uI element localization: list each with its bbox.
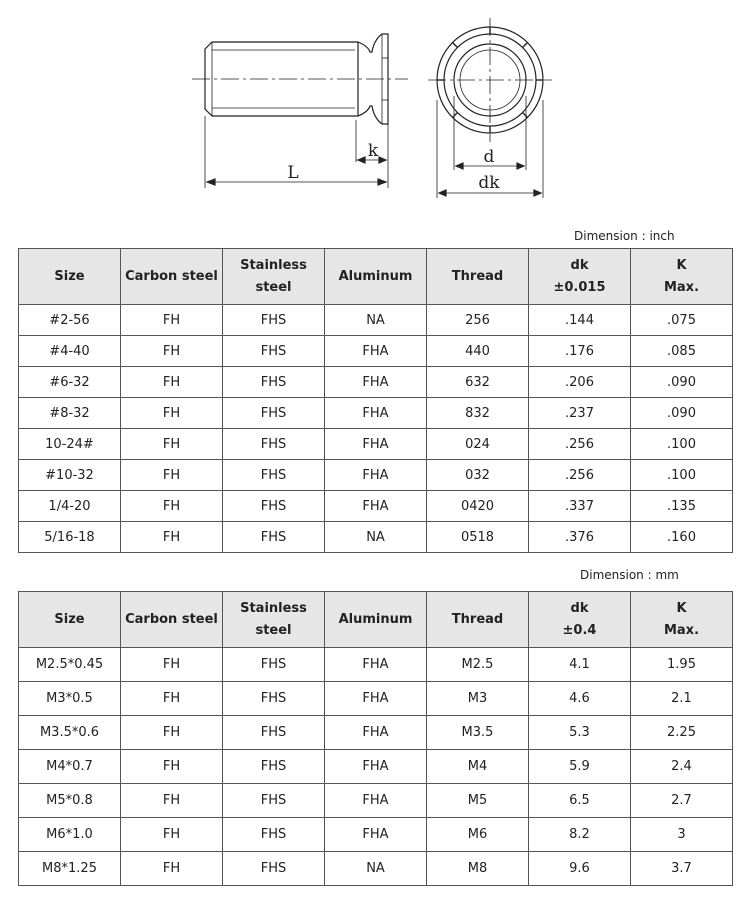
cell-thread: 256 <box>427 305 529 336</box>
cell-k-max: 1.95 <box>631 648 733 682</box>
cell-k-max: .135 <box>631 491 733 522</box>
cell-size: #6-32 <box>19 367 121 398</box>
cell-dk: .144 <box>529 305 631 336</box>
cell-thread: M6 <box>427 818 529 852</box>
cell-carbon-steel: FH <box>121 491 223 522</box>
cell-stainless-steel: FHS <box>223 367 325 398</box>
table-row <box>19 648 733 682</box>
cell-k-max: .100 <box>631 429 733 460</box>
cell-aluminum: FHA <box>325 784 427 818</box>
cell-aluminum: FHA <box>325 818 427 852</box>
table-row <box>19 305 733 336</box>
table-header-row <box>19 592 733 648</box>
cell-thread: M5 <box>427 784 529 818</box>
stud-side-view <box>192 34 408 124</box>
cell-carbon-steel: FH <box>121 716 223 750</box>
cell-k-max: 3.7 <box>631 852 733 886</box>
table-row <box>19 398 733 429</box>
cell-dk: .237 <box>529 398 631 429</box>
cell-size: #4-40 <box>19 336 121 367</box>
cell-thread: M8 <box>427 852 529 886</box>
cell-carbon-steel: FH <box>121 367 223 398</box>
header-size: Size <box>19 592 121 648</box>
cell-aluminum: NA <box>325 305 427 336</box>
stud-front-view <box>428 18 552 142</box>
header-size: Size <box>19 249 121 305</box>
cell-size: #10-32 <box>19 460 121 491</box>
cell-thread: 632 <box>427 367 529 398</box>
cell-aluminum: FHA <box>325 491 427 522</box>
cell-stainless-steel: FHS <box>223 429 325 460</box>
cell-stainless-steel: FHS <box>223 784 325 818</box>
cell-carbon-steel: FH <box>121 398 223 429</box>
cell-size: M8*1.25 <box>19 852 121 886</box>
header-thread: Thread <box>427 249 529 305</box>
cell-carbon-steel: FH <box>121 336 223 367</box>
cell-k-max: 2.25 <box>631 716 733 750</box>
cell-thread: 0420 <box>427 491 529 522</box>
cell-dk: .176 <box>529 336 631 367</box>
dimension-note-inch: Dimension : inch <box>574 229 675 243</box>
header-aluminum: Aluminum <box>325 592 427 648</box>
cell-aluminum: FHA <box>325 367 427 398</box>
cell-thread: M2.5 <box>427 648 529 682</box>
cell-carbon-steel: FH <box>121 305 223 336</box>
cell-size: #2-56 <box>19 305 121 336</box>
header-dk: dk ±0.4 <box>529 592 631 648</box>
cell-stainless-steel: FHS <box>223 522 325 553</box>
cell-carbon-steel: FH <box>121 784 223 818</box>
cell-size: #8-32 <box>19 398 121 429</box>
table-row <box>19 491 733 522</box>
label-k: k <box>367 141 379 161</box>
header-thread: Thread <box>427 592 529 648</box>
cell-dk: 9.6 <box>529 852 631 886</box>
header-stainless-steel: Stainless steel <box>223 592 325 648</box>
cell-dk: 6.5 <box>529 784 631 818</box>
cell-size: M5*0.8 <box>19 784 121 818</box>
cell-aluminum: FHA <box>325 398 427 429</box>
cell-carbon-steel: FH <box>121 648 223 682</box>
cell-dk: .206 <box>529 367 631 398</box>
cell-k-max: .090 <box>631 398 733 429</box>
cell-dk: .256 <box>529 460 631 491</box>
cell-stainless-steel: FHS <box>223 491 325 522</box>
cell-size: M3*0.5 <box>19 682 121 716</box>
header-k-max: K Max. <box>631 592 733 648</box>
inch-spec-table <box>18 248 733 553</box>
mm-table-body <box>19 648 733 886</box>
cell-dk: 8.2 <box>529 818 631 852</box>
table-row <box>19 716 733 750</box>
inch-table-body <box>19 305 733 553</box>
cell-carbon-steel: FH <box>121 429 223 460</box>
cell-stainless-steel: FHS <box>223 336 325 367</box>
cell-thread: 832 <box>427 398 529 429</box>
cell-dk: 4.6 <box>529 682 631 716</box>
cell-k-max: .090 <box>631 367 733 398</box>
label-L: L <box>287 163 299 183</box>
dimension-note-mm: Dimension : mm <box>580 568 679 582</box>
cell-aluminum: FHA <box>325 750 427 784</box>
table-row <box>19 522 733 553</box>
cell-stainless-steel: FHS <box>223 398 325 429</box>
header-aluminum: Aluminum <box>325 249 427 305</box>
cell-stainless-steel: FHS <box>223 716 325 750</box>
cell-thread: 0518 <box>427 522 529 553</box>
cell-thread: 440 <box>427 336 529 367</box>
cell-carbon-steel: FH <box>121 522 223 553</box>
cell-aluminum: NA <box>325 852 427 886</box>
cell-dk: 5.3 <box>529 716 631 750</box>
table-row <box>19 682 733 716</box>
cell-stainless-steel: FHS <box>223 648 325 682</box>
table-row <box>19 784 733 818</box>
table-row <box>19 367 733 398</box>
cell-stainless-steel: FHS <box>223 460 325 491</box>
table-row <box>19 429 733 460</box>
table-row <box>19 852 733 886</box>
cell-carbon-steel: FH <box>121 750 223 784</box>
cell-k-max: 2.1 <box>631 682 733 716</box>
cell-k-max: .100 <box>631 460 733 491</box>
cell-stainless-steel: FHS <box>223 818 325 852</box>
cell-size: 1/4-20 <box>19 491 121 522</box>
header-carbon-steel: Carbon steel <box>121 592 223 648</box>
header-dk: dk ±0.015 <box>529 249 631 305</box>
header-k-max: K Max. <box>631 249 733 305</box>
cell-aluminum: FHA <box>325 682 427 716</box>
cell-aluminum: FHA <box>325 429 427 460</box>
header-stainless-steel: Stainless steel <box>223 249 325 305</box>
cell-size: 10-24# <box>19 429 121 460</box>
cell-aluminum: FHA <box>325 716 427 750</box>
cell-carbon-steel: FH <box>121 818 223 852</box>
cell-dk: 5.9 <box>529 750 631 784</box>
cell-k-max: .160 <box>631 522 733 553</box>
cell-carbon-steel: FH <box>121 682 223 716</box>
header-carbon-steel: Carbon steel <box>121 249 223 305</box>
cell-dk: .256 <box>529 429 631 460</box>
table-row <box>19 750 733 784</box>
cell-dk: 4.1 <box>529 648 631 682</box>
cell-size: 5/16-18 <box>19 522 121 553</box>
cell-aluminum: NA <box>325 522 427 553</box>
table-row <box>19 336 733 367</box>
table-row <box>19 818 733 852</box>
cell-carbon-steel: FH <box>121 852 223 886</box>
cell-stainless-steel: FHS <box>223 305 325 336</box>
cell-thread: 032 <box>427 460 529 491</box>
cell-k-max: 3 <box>631 818 733 852</box>
cell-dk: .337 <box>529 491 631 522</box>
cell-size: M3.5*0.6 <box>19 716 121 750</box>
cell-k-max: 2.7 <box>631 784 733 818</box>
cell-k-max: .085 <box>631 336 733 367</box>
cell-carbon-steel: FH <box>121 460 223 491</box>
table-header-row <box>19 249 733 305</box>
cell-k-max: 2.4 <box>631 750 733 784</box>
cell-thread: M3.5 <box>427 716 529 750</box>
cell-size: M6*1.0 <box>19 818 121 852</box>
cell-size: M2.5*0.45 <box>19 648 121 682</box>
cell-stainless-steel: FHS <box>223 682 325 716</box>
cell-aluminum: FHA <box>325 460 427 491</box>
label-dk: dk <box>478 173 500 193</box>
cell-dk: .376 <box>529 522 631 553</box>
cell-k-max: .075 <box>631 305 733 336</box>
label-d: d <box>483 147 495 167</box>
cell-size: M4*0.7 <box>19 750 121 784</box>
cell-aluminum: FHA <box>325 648 427 682</box>
cell-stainless-steel: FHS <box>223 750 325 784</box>
cell-thread: 024 <box>427 429 529 460</box>
cell-thread: M3 <box>427 682 529 716</box>
cell-stainless-steel: FHS <box>223 852 325 886</box>
cell-thread: M4 <box>427 750 529 784</box>
table-row <box>19 460 733 491</box>
mm-spec-table <box>18 591 733 886</box>
cell-aluminum: FHA <box>325 336 427 367</box>
technical-drawing <box>0 0 750 230</box>
